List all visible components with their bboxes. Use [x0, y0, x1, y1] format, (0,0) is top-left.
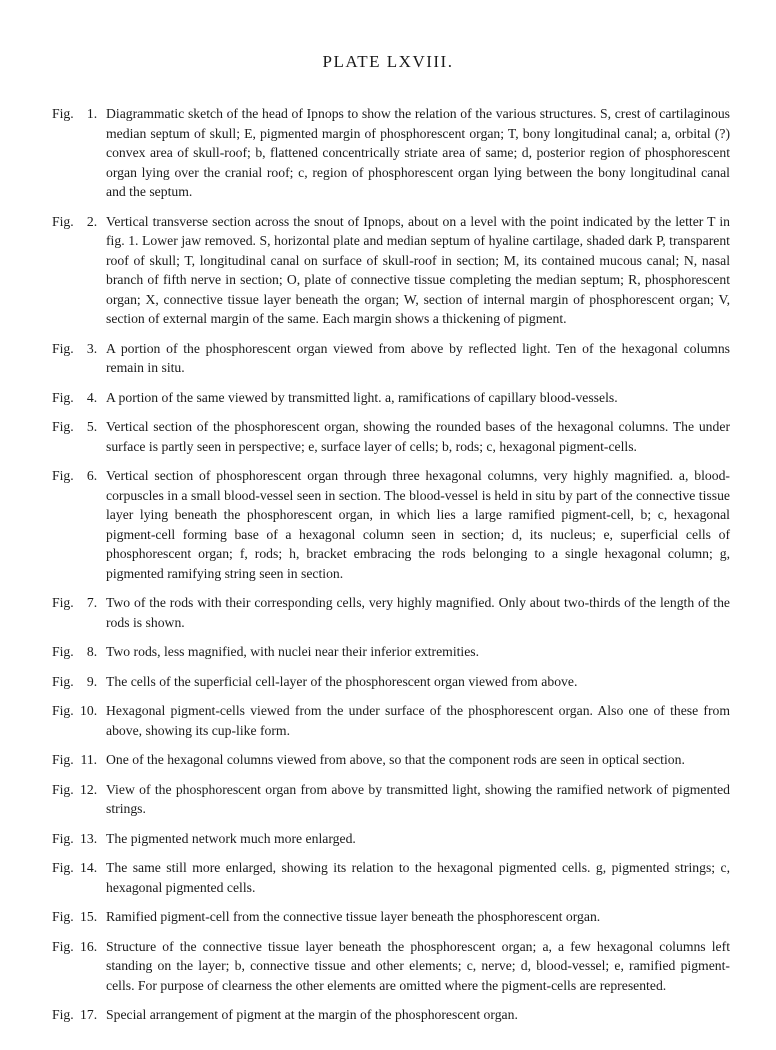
figure-label: Fig. 7. — [52, 593, 106, 632]
figure-caption-text: Structure of the connective tissue layer beneath the phosphorescent organ; a, a few hexagonal columns left standing on the layer; b, connective tissue and other elements; c, nerve; d, blood-vessel; e, ramified pigment-cells. For purpose of clearness the other elements are omitted where the pigment-cells are represented. — [106, 938, 730, 993]
figure-number: 6. — [86, 468, 98, 483]
figure-number: 16. — [80, 938, 98, 954]
figure-number: 15. — [80, 909, 98, 924]
figure-number: 10. — [80, 703, 98, 718]
figure-label: Fig. 2. — [52, 212, 106, 329]
figure-caption — [52, 1005, 730, 1025]
figure-caption-text: Special arrangement of pigment at the margin of the phosphorescent organ. — [106, 1007, 518, 1022]
figure-caption — [52, 104, 730, 202]
plate-title: PLATE LXVIII. — [322, 52, 454, 71]
figure-caption — [52, 593, 730, 632]
figure-caption — [52, 642, 730, 662]
figure-caption-text: A portion of the phosphorescent organ viewed from above by reflected light. Ten of the hexagonal columns remain in situ. — [106, 340, 730, 375]
figure-label: Fig. 16. — [52, 937, 106, 996]
figure-label: Fig. 12. — [52, 780, 106, 819]
figure-caption-text: Two rods, less magnified, with nuclei near their inferior extremities. — [106, 644, 480, 659]
figure-caption-text: Ramified pigment-cell from the connective tissue layer beneath the phosphorescent organ. — [106, 909, 601, 924]
figure-label: Fig. 14. — [52, 858, 106, 897]
figure-number: 9. — [86, 673, 98, 689]
figure-caption — [52, 339, 730, 378]
figure-label: Fig. 1. — [52, 104, 106, 202]
figure-caption — [52, 466, 730, 583]
figure-number: 12. — [80, 781, 98, 797]
figure-caption — [52, 907, 730, 927]
figure-number: 7. — [86, 595, 98, 610]
figure-caption — [52, 388, 730, 408]
figure-caption — [52, 780, 730, 819]
figure-label: Fig. 10. — [52, 701, 106, 740]
figure-label: Fig. 4. — [52, 388, 106, 408]
figure-label: Fig. 15. — [52, 907, 106, 927]
figure-label: Fig. 5. — [52, 417, 106, 456]
figure-caption-text: Vertical transverse section across the snout of Ipnops, about on a level with the point indicated by the letter T in fig. 1. Lower jaw removed. S, horizontal plate and median septum of hyaline cartilage, shaded dark P, transparent roof of skull; T, longitudinal canal on surface of skull-roof in section; M, its contained mucous canal; N, nasal branch of fifth nerve in section; O, plate of connective tissue completing the median septum; R, phosphorescent organ; X, connective tissue layer beneath the organ; W, section of internal margin of phosphorescent organ; V, section of external margin of the same. Each margin shows a thickening of pigment. — [106, 213, 730, 326]
figure-number: 4. — [86, 389, 98, 405]
figure-caption-text: The same still more enlarged, showing its relation to the hexagonal pigmented cells. g, pigmented strings; c, hexagonal pigmented cells. — [106, 860, 730, 895]
figure-caption — [52, 701, 730, 740]
figure-label: Fig. 8. — [52, 642, 106, 662]
figure-caption-text: Vertical section of the phosphorescent organ, showing the rounded bases of the hexagonal columns. The under surface is partly seen in perspective; e, surface layer of cells; b, rods; c, hexagonal pigment-cells. — [106, 419, 730, 454]
figure-number: 13. — [80, 830, 98, 846]
figure-caption-text: View of the phosphorescent organ from above by transmitted light, showing the ramified network of pigmented strings. — [106, 781, 730, 816]
figure-caption-text: The pigmented network much more enlarged. — [106, 830, 356, 846]
figure-number: 2. — [86, 213, 98, 229]
figure-number: 17. — [80, 1007, 98, 1022]
figure-number: 3. — [86, 340, 98, 356]
figure-caption-text: Diagrammatic sketch of the head of Ipnops to show the relation of the various structures. S, crest of cartilaginous median septum of skull; E, pigmented margin of phosphorescent organ; T, bony longitudinal canal; a, orbital (?) convex area of skull-roof; b, flattened concentrically striate area of same; d, posterior region of phosphorescent organ lying over the cranial roof; c, region of phosphorescent organ lying between the bony longitudinal canal and the septum. — [106, 106, 730, 199]
figure-label: Fig. 17. — [52, 1005, 106, 1025]
figure-caption-text: Two of the rods with their corresponding cells, very highly magnified. Only about two-thirds of the length of the rods is shown. — [106, 595, 730, 630]
figure-number: 5. — [86, 419, 98, 434]
figure-caption-text: Hexagonal pigment-cells viewed from the under surface of the phosphorescent organ. Also one of these from above, showing its cup-like form. — [106, 703, 730, 738]
figure-number: 8. — [86, 644, 98, 659]
figure-label: Fig. 9. — [52, 672, 106, 692]
figure-caption — [52, 858, 730, 897]
figure-captions-list — [52, 104, 730, 1035]
figure-caption — [52, 212, 730, 329]
figure-caption — [52, 937, 730, 996]
figure-caption — [52, 672, 730, 692]
figure-caption-text: Vertical section of phosphorescent organ through three hexagonal columns, very highly magnified. a, blood-corpuscles in a small blood-vessel seen in section. The blood-vessel is held in situ by part of the connective tissue layer lying beneath the phosphorescent organ, in which lies a large ramified pigment-cell, b; c, hexagonal pigment-cell forming base of a hexagonal column seen in section; d, its nucleus; e, superficial cells of phosphorescent organ; f, rods; h, bracket embracing the rods belonging to a single hexagonal column; g, pigmented ramifying string seen in section. — [106, 468, 730, 581]
figure-caption-text: The cells of the superficial cell-layer of the phosphorescent organ viewed from above. — [106, 673, 578, 689]
figure-number: 11. — [80, 752, 98, 767]
figure-caption — [52, 829, 730, 849]
figure-label: Fig. 13. — [52, 829, 106, 849]
figure-label: Fig. 11. — [52, 750, 106, 770]
figure-caption-text: A portion of the same viewed by transmitted light. a, ramifications of capillary blood-vessels. — [106, 389, 618, 405]
figure-label: Fig. 6. — [52, 466, 106, 583]
figure-caption-text: One of the hexagonal columns viewed from above, so that the component rods are seen in optical section. — [106, 752, 685, 767]
figure-caption — [52, 750, 730, 770]
figure-caption — [52, 417, 730, 456]
figure-number: 14. — [80, 860, 98, 875]
figure-label: Fig. 3. — [52, 339, 106, 378]
figure-number: 1. — [86, 106, 98, 121]
